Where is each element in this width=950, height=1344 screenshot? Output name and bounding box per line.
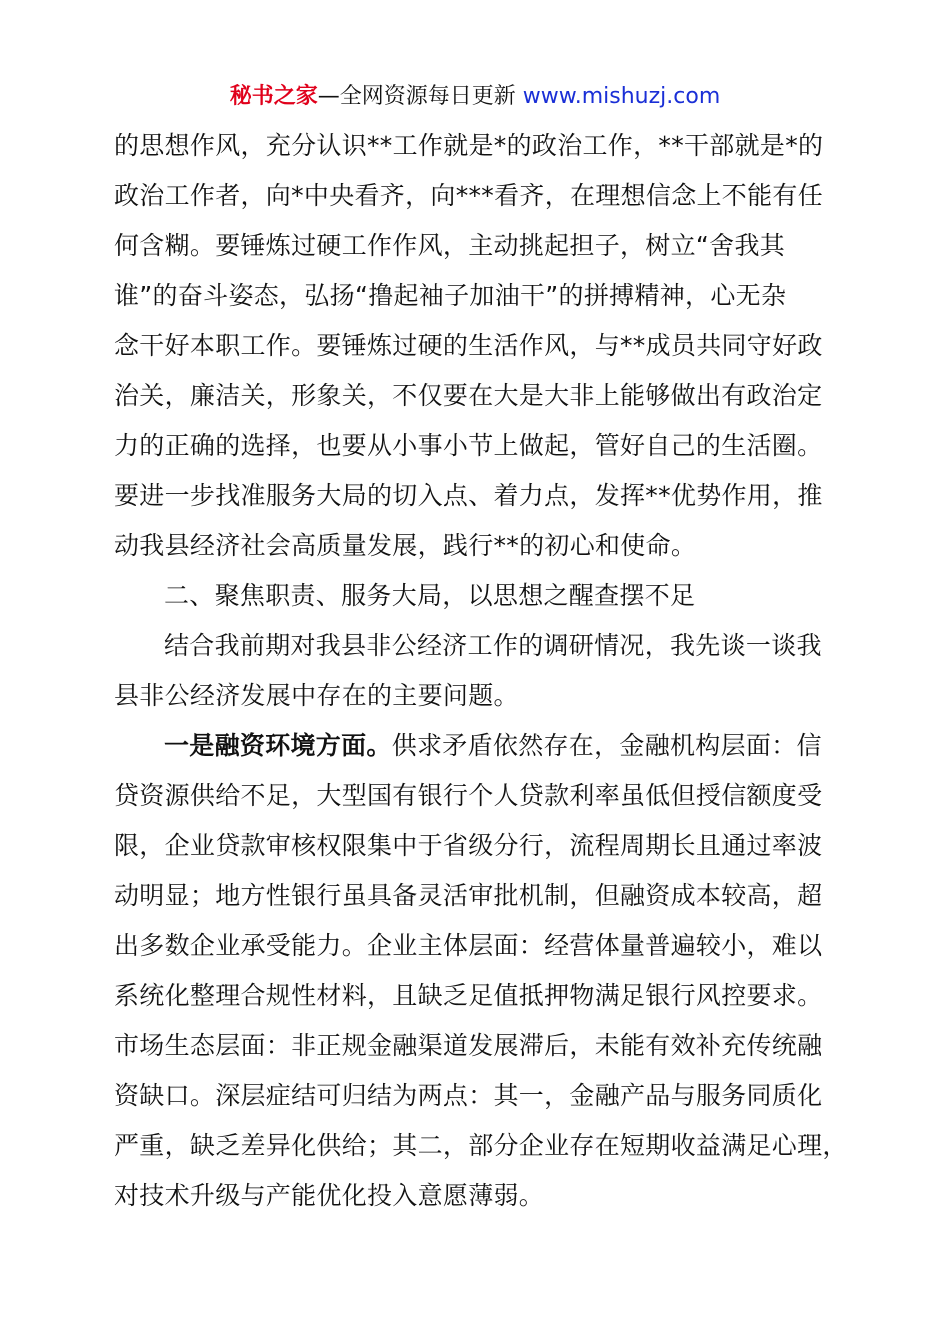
site-brand: 秘书之家 — [229, 84, 318, 109]
body-line: 严重，缺乏差异化供给；其二，部分企业存在短期收益满足心理， — [114, 1131, 848, 1160]
site-slogan: —全网资源每日更新 — [317, 84, 523, 109]
body-line: 出多数企业承受能力。企业主体层面：经营体量普遍较小，难以 — [114, 931, 823, 960]
body-line: 力的正确的选择，也要从小事小节上做起，管好自己的生活圈。 — [114, 431, 823, 460]
site-url[interactable]: www.mishuzj.com — [522, 84, 721, 109]
bold-lead: 一是融资环境方面。 — [164, 731, 392, 760]
body-line: 要进一步找准服务大局的切入点、着力点，发挥**优势作用，推 — [114, 481, 823, 510]
body-line: 治关，廉洁关，形象关，不仅要在大是大非上能够做出有政治定 — [114, 381, 823, 410]
section-heading: 二、聚焦职责、服务大局，以思想之醒查摆不足 — [164, 581, 696, 610]
body-line: 资缺口。深层症结可归结为两点：其一，金融产品与服务同质化 — [114, 1081, 823, 1110]
body-line — [164, 729, 822, 763]
body-line: 系统化整理合规性材料，且缺乏足值抵押物满足银行风控要求。 — [114, 981, 823, 1010]
body-line: 的思想作风，充分认识**工作就是*的政治工作，**干部就是*的 — [114, 131, 824, 160]
body-line: 动我县经济社会高质量发展，践行**的初心和使命。 — [114, 531, 697, 560]
body-line: 限，企业贷款审核权限集中于省级分行，流程周期长且通过率波 — [114, 831, 823, 860]
site-banner — [0, 82, 950, 112]
body-line: 市场生态层面：非正规金融渠道发展滞后，未能有效补充传统融 — [114, 1031, 823, 1060]
body-line: 贷资源供给不足，大型国有银行个人贷款利率虽低但授信额度受 — [114, 781, 823, 810]
body-line: 念干好本职工作。要锤炼过硬的生活作风，与**成员共同守好政 — [114, 331, 823, 360]
body-line: 对技术升级与产能优化投入意愿薄弱。 — [114, 1181, 545, 1210]
body-line: 县非公经济发展中存在的主要问题。 — [114, 681, 519, 710]
body-line-text: 供求矛盾依然存在，金融机构层面：信 — [391, 731, 822, 760]
body-line: 何含糊。要锤炼过硬工作作风，主动挑起担子，树立“舍我其 — [114, 231, 786, 260]
body-line: 结合我前期对我县非公经济工作的调研情况，我先谈一谈我 — [164, 631, 822, 660]
body-line: 动明显；地方性银行虽具备灵活审批机制，但融资成本较高，超 — [114, 881, 823, 910]
body-line: 政治工作者，向*中央看齐，向***看齐，在理想信念上不能有任 — [114, 181, 824, 210]
body-line: 谁”的奋斗姿态，弘扬“撸起袖子加油干”的拼搏精神，心无杂 — [114, 281, 787, 310]
